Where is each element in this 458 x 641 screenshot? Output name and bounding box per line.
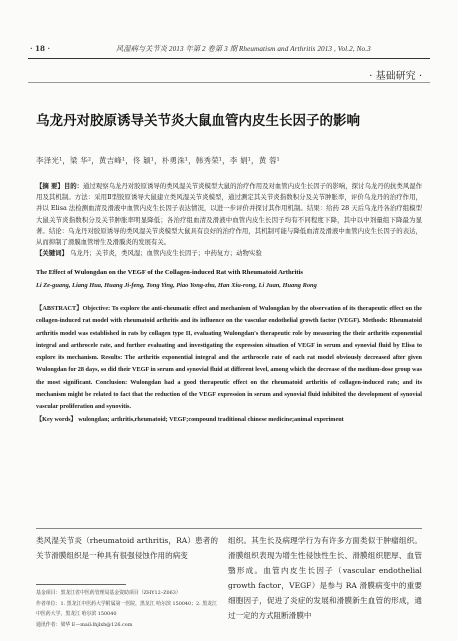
authors-en: Li Ze-guang, Liang Hua, Huang Ji-feng, Tong Ying, Piao Yong-zhu, Han Xiu-rong, Li Juan, Huang Rong [36, 282, 317, 289]
keywords-cn-label: 【关键词】 [36, 249, 68, 258]
authors-cn: 李泽光¹，梁 华²，黄吉峰¹，佟 颖¹，朴勇洙¹，韩秀荣¹，李 娟¹，黄 蓉¹ [36, 156, 280, 165]
header-rule [28, 58, 430, 59]
journal-line: 风湿病与关节炎 2013 年第 2 卷第 3 期 Rheumatism and Arthritis 2013 , Vol.2, No.3 [116, 45, 371, 53]
page-number: · 18 · [30, 44, 51, 53]
footnote-affiliation: 作者单位：1. 黑龙江中医药大学附属第一医院，黑龙江 哈尔滨 150040；2. 黑龙江中医药大学，黑龙江 哈尔滨 150040 [36, 600, 217, 617]
abstract-cn-label: 【摘 要】目的： [36, 182, 84, 190]
running-header [28, 42, 430, 56]
footnote-fund: 基金项目：黑龙江省中医药管理局基金资助项目（ZHY12–Z063） [36, 590, 181, 596]
section-label: · 基础研究 · [369, 71, 422, 82]
title-en: The Effect of Wulongdan on the VEGF of the Collagen-induced Rat with Rheumatoid Arthritis [36, 269, 304, 276]
abstract-cn-text: 通过观察乌龙丹对胶原诱导的类风湿关节炎模型大鼠的治疗作用及对血管内皮生长因子的影响，探讨乌龙丹的抗类风湿作用及其机制。方法：采用Ⅱ型胶原诱导大鼠建立类风湿关节炎模型，通过测定其关节炎指数积分及关节肿胀率，评价乌龙丹的治疗作用，并以 Elisa 法检测血清及滑液中血管内皮生长因子表达情况，以进一步评价并探讨其作用机制。结果：给药 28 天后乌龙丹各治疗组模型大鼠关节炎指数积分及关节肿胀率明显降低；各治疗组血清及滑液中血管内皮生长因子均有不同程度下降，其中以中剂量组下降最为显著。结论：乌龙丹对胶原诱导的类风湿关节炎模型大鼠具有良好的治疗作用，其机制可能与降低血清及滑液中血管内皮生长因子的表达，从而抑制了滑膜血管增生及滑膜炎的发展有关。 [36, 182, 423, 247]
keywords-en-label: 【Key words】 [36, 415, 77, 423]
abstract-en-label: 【ABSTRACT】 [36, 305, 83, 312]
abstract-en-text: Objective: To explore the anti-rheumatic effect and mechanism of Wulongdan by the observation of its therapeutic effect on the collagen-induced rat model with rheumatoid arthritis and its influence on the vascular endothelial growth factor (VEGF). Methods: Rheumatoid arthritis model was established in rats by collagen type II, evaluating Wulongdan's therapeutic role by measuring the their arthritis exponential integral and arthrocele rate, and further evaluating and investigating the expression situation of VEGF in serum and synovial fluid by Elisa to explore its mechanism. Results: The arthritis exponential integral and the arthrocele rate of each rat model obviously decreased after given Wulongdan for 28 days, so did their VEGF in serum and synovial fluid at different level, among which the decrease of the medium-dose group was the most significant. Conclusion: Wulongdan had a good therapeutic effect on the rheumatoid arthritis of collagen-induced rats; and its mechanism might be related to fact that the reduction of the VEGF expression in serum and synovial fluid inhibited the development of synovial vascular proliferation and synovitis. [36, 305, 423, 411]
footnote-rule [36, 584, 126, 585]
keywords-cn: 乌龙丹；关节炎，类风湿；血管内皮生长因子；中药复方；动物实验 [70, 249, 262, 258]
abstract-cn [36, 181, 422, 259]
section-rule [28, 82, 430, 83]
article-title: 乌龙丹对胶原诱导关节炎大鼠血管内皮生长因子的影响 [36, 113, 360, 129]
footnote-corresponding: 通讯作者：梁华 E—mail:lhjlxh@126.com [36, 621, 133, 628]
abstract-rule [36, 528, 422, 529]
body-column-left: 类风湿关节炎（rheumatoid arthritis，RA）患者的关节滑膜组织是一种具有很强侵蚀作用的病变 [36, 536, 218, 560]
abstract-en [36, 303, 422, 426]
body-column-right: 组织。其生长及病理学行为有许多方面类似于肿瘤组织。滑膜组织表现为增生性侵蚀性生长、滑膜组织肥厚、血管翳形成。血管内皮生长因子（vascular endothelial growth factor，VEGF）是参与 RA 滑膜病变中的重要细胞因子，促进了炎症的发展和滑膜新生血管的形成，通过一定的方式阻断滑膜中 [228, 536, 422, 620]
keywords-en: wulongdan; arthritis,rheumatoid; VEGF;compound traditional chinese medicine;animal experiment [78, 415, 344, 423]
footnotes [36, 588, 220, 630]
